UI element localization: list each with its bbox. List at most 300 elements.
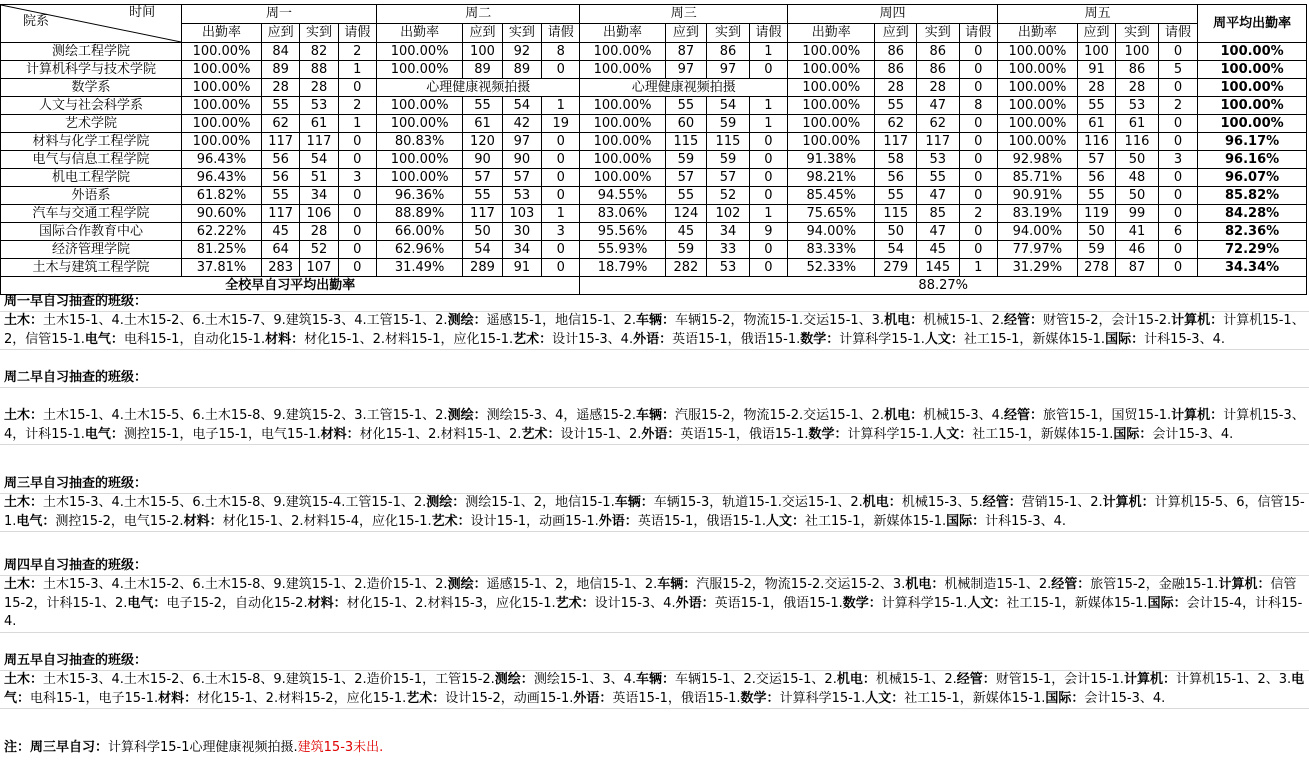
attendance-rate: 100.00% <box>997 79 1077 97</box>
expected-count: 90 <box>463 151 502 169</box>
present-count: 34 <box>707 223 750 241</box>
expected-count: 91 <box>1077 61 1115 79</box>
class-list: 车辆15-1、2.交运15-1、2. <box>675 672 837 687</box>
present-count: 86 <box>917 43 960 61</box>
college-label: 人文： <box>765 513 805 529</box>
table-row <box>1 43 1307 61</box>
leave-count: 0 <box>959 169 997 187</box>
class-list: 设计15-3、4. <box>552 331 634 347</box>
expected-count: 278 <box>1077 259 1115 277</box>
class-list: 机械制造15-1、2. <box>944 577 1052 592</box>
attendance-rate: 37.81% <box>182 259 262 277</box>
present-count: 50 <box>1116 187 1159 205</box>
subheader-1-2: 应到 <box>261 24 299 43</box>
class-list: 测绘15-1、3、4. <box>533 672 636 687</box>
present-count: 116 <box>1116 133 1159 151</box>
attendance-rate: 77.97% <box>997 241 1077 259</box>
college-label: 土木： <box>4 313 44 328</box>
college-label: 测绘： <box>426 495 466 510</box>
section-day-3 <box>0 474 1309 532</box>
class-list: 旅管15-2，金融15-1. <box>1090 577 1219 592</box>
day-header-5: 周五 <box>997 5 1197 24</box>
leave-count: 1 <box>749 43 787 61</box>
college-label: 国际： <box>1147 595 1187 611</box>
attendance-rate: 100.00% <box>997 115 1077 133</box>
expected-count: 282 <box>665 259 707 277</box>
present-count: 33 <box>707 241 750 259</box>
subheader-5-4: 请假 <box>1158 24 1197 43</box>
leave-count: 0 <box>338 133 376 151</box>
subheader-3-1: 出勤率 <box>580 24 665 43</box>
attendance-rate: 18.79% <box>580 259 665 277</box>
attendance-rate: 100.00% <box>580 61 665 79</box>
college-label: 机电： <box>862 495 902 510</box>
present-count: 90 <box>502 151 541 169</box>
expected-count: 56 <box>1077 169 1115 187</box>
college-label: 测绘： <box>447 408 487 423</box>
subheader-2-3: 实到 <box>502 24 541 43</box>
class-list: 材化15-1、2.材料15-4，应化15-1. <box>222 513 432 529</box>
expected-count: 56 <box>261 151 299 169</box>
leave-count: 1 <box>959 259 997 277</box>
college-label: 计算机： <box>1218 577 1271 592</box>
present-count: 117 <box>917 133 960 151</box>
college-label: 测绘： <box>447 577 487 592</box>
attendance-rate: 100.00% <box>580 169 665 187</box>
expected-count: 55 <box>1077 187 1115 205</box>
attendance-rate: 100.00% <box>580 43 665 61</box>
expected-count: 55 <box>875 97 917 115</box>
class-list: 英语15-1，俄语15-1. <box>612 690 741 706</box>
leave-count: 0 <box>338 241 376 259</box>
leave-count: 9 <box>749 223 787 241</box>
table-row <box>1 151 1307 169</box>
leave-count: 0 <box>1158 133 1197 151</box>
present-count: 115 <box>707 133 750 151</box>
leave-count: 0 <box>1158 205 1197 223</box>
present-count: 53 <box>917 151 960 169</box>
present-count: 55 <box>917 169 960 187</box>
college-label: 艺术： <box>521 426 561 442</box>
expected-count: 58 <box>875 151 917 169</box>
present-count: 28 <box>300 79 338 97</box>
expected-count: 64 <box>261 241 299 259</box>
department-name: 计算机科学与技术学院 <box>1 61 182 79</box>
class-list: 计算机15-5、6，信管15-1. <box>4 495 1305 529</box>
class-list: 计算机15-3、4，计科15-1. <box>4 408 1305 442</box>
class-list: 营销15-1、2. <box>1021 495 1103 510</box>
expected-count: 89 <box>463 61 502 79</box>
expected-count: 117 <box>463 205 502 223</box>
leave-count: 0 <box>1158 169 1197 187</box>
present-count: 145 <box>917 259 960 277</box>
leave-count: 0 <box>749 259 787 277</box>
attendance-rate: 85.71% <box>997 169 1077 187</box>
table-row <box>1 187 1307 205</box>
leave-count: 0 <box>338 79 376 97</box>
department-name: 机电工程学院 <box>1 169 182 187</box>
expected-count: 28 <box>1077 79 1115 97</box>
expected-count: 87 <box>665 43 707 61</box>
attendance-rate: 100.00% <box>182 43 262 61</box>
table-row <box>1 79 1307 97</box>
attendance-rate: 100.00% <box>580 133 665 151</box>
expected-count: 50 <box>1077 223 1115 241</box>
expected-count: 60 <box>665 115 707 133</box>
leave-count: 2 <box>1158 97 1197 115</box>
school-average-value: 88.27% <box>580 277 1307 295</box>
attendance-rate: 100.00% <box>580 151 665 169</box>
expected-count: 279 <box>875 259 917 277</box>
leave-count: 6 <box>1158 223 1197 241</box>
expected-count: 59 <box>665 151 707 169</box>
leave-count: 0 <box>1158 43 1197 61</box>
class-list: 材化15-1、2.材料15-1，应化15-1. <box>304 331 514 347</box>
leave-count: 2 <box>338 97 376 115</box>
expected-count: 117 <box>261 205 299 223</box>
class-list: 机械15-1、2. <box>875 672 957 687</box>
section-title: 周二早自习抽查的班级： <box>0 368 1309 388</box>
expected-count: 59 <box>665 241 707 259</box>
subheader-2-4: 请假 <box>542 24 580 43</box>
expected-count: 61 <box>1077 115 1115 133</box>
weekly-average: 85.82% <box>1198 187 1307 205</box>
attendance-rate: 100.00% <box>182 61 262 79</box>
college-label: 国际： <box>1113 426 1153 442</box>
class-list: 材化15-1、2.材料15-2，应化15-1. <box>197 690 407 706</box>
present-count: 57 <box>502 169 541 187</box>
attendance-table <box>0 4 1307 295</box>
college-label: 材料： <box>158 690 198 706</box>
class-list: 计算机15-1、2、3. <box>1175 672 1292 687</box>
present-count: 53 <box>707 259 750 277</box>
class-list: 电科15-1，自动化15-1. <box>123 331 266 347</box>
expected-count: 56 <box>875 169 917 187</box>
college-label: 机电： <box>836 672 876 687</box>
department-name: 土木与建筑工程学院 <box>1 259 182 277</box>
college-label: 土木： <box>4 495 44 510</box>
leave-count: 0 <box>749 61 787 79</box>
expected-count: 55 <box>665 97 707 115</box>
section-title: 周五早自习抽查的班级： <box>0 651 1309 671</box>
leave-count: 0 <box>959 151 997 169</box>
leave-count: 1 <box>338 61 376 79</box>
section-title: 周四早自习抽查的班级： <box>0 556 1309 576</box>
college-label: 经管： <box>982 495 1022 510</box>
department-name: 材料与化学工程学院 <box>1 133 182 151</box>
subheader-3-3: 实到 <box>707 24 750 43</box>
leave-count: 8 <box>959 97 997 115</box>
present-count: 50 <box>1116 151 1159 169</box>
college-label: 人文： <box>865 690 905 706</box>
leave-count: 0 <box>959 43 997 61</box>
college-label: 土木： <box>4 672 44 687</box>
expected-count: 57 <box>665 169 707 187</box>
class-list: 计算机15-1、2，信管15-1. <box>4 313 1305 347</box>
department-name: 经济管理学院 <box>1 241 182 259</box>
class-list: 会计15-3、4. <box>1152 426 1234 442</box>
leave-count: 0 <box>749 151 787 169</box>
college-label: 土木： <box>4 577 44 592</box>
college-label: 艺术： <box>513 331 553 347</box>
present-count: 86 <box>707 43 750 61</box>
present-count: 53 <box>502 187 541 205</box>
expected-count: 117 <box>261 133 299 151</box>
attendance-rate: 100.00% <box>788 79 875 97</box>
note-text: 计算科学15-1心理健康视频拍摄. <box>108 740 298 755</box>
weekly-average: 34.34% <box>1198 259 1307 277</box>
present-count: 97 <box>707 61 750 79</box>
weekly-average: 100.00% <box>1198 97 1307 115</box>
leave-count: 0 <box>959 187 997 205</box>
leave-count: 0 <box>959 61 997 79</box>
attendance-rate: 100.00% <box>377 169 463 187</box>
college-label: 外语： <box>573 690 613 706</box>
subheader-4-3: 实到 <box>917 24 960 43</box>
attendance-rate: 31.49% <box>377 259 463 277</box>
expected-count: 28 <box>261 79 299 97</box>
college-label: 测绘： <box>494 672 534 687</box>
section-body <box>0 494 1309 532</box>
attendance-rate: 95.56% <box>580 223 665 241</box>
class-list: 社工15-1，新媒体15-1. <box>972 426 1114 442</box>
college-label: 机电： <box>884 408 924 423</box>
college-label: 外语： <box>641 426 681 442</box>
expected-count: 84 <box>261 43 299 61</box>
college-label: 人文： <box>967 595 1007 611</box>
present-count: 54 <box>300 151 338 169</box>
college-label: 国际： <box>1045 690 1085 706</box>
attendance-rate: 100.00% <box>182 133 262 151</box>
present-count: 117 <box>300 133 338 151</box>
weekly-average: 100.00% <box>1198 79 1307 97</box>
class-list: 信管15-2，计科15-1、2. <box>4 577 1297 611</box>
leave-count: 0 <box>542 259 580 277</box>
expected-count: 100 <box>463 43 502 61</box>
leave-count: 0 <box>959 79 997 97</box>
present-count: 51 <box>300 169 338 187</box>
attendance-rate: 96.36% <box>377 187 463 205</box>
table-row <box>1 205 1307 223</box>
present-count: 28 <box>917 79 960 97</box>
class-list: 土木15-3、4.土木15-2、6.土木15-8、9.建筑15-1、2.造价15-1，工管15-2. <box>43 672 495 687</box>
class-list: 材化15-1、2.材料15-1、2. <box>359 426 522 442</box>
attendance-rate: 92.98% <box>997 151 1077 169</box>
college-label: 数学： <box>740 690 780 706</box>
college-label: 车辆： <box>614 495 654 510</box>
present-count: 86 <box>917 61 960 79</box>
expected-count: 55 <box>875 187 917 205</box>
table-row <box>1 169 1307 187</box>
expected-count: 283 <box>261 259 299 277</box>
class-list: 社工15-1，新媒体15-1. <box>804 513 947 529</box>
weekly-average: 100.00% <box>1198 43 1307 61</box>
expected-count: 86 <box>875 43 917 61</box>
college-label: 材料： <box>307 595 347 611</box>
attendance-rate: 100.00% <box>377 97 463 115</box>
leave-count: 8 <box>542 43 580 61</box>
attendance-rate: 85.45% <box>788 187 875 205</box>
present-count: 54 <box>502 97 541 115</box>
subheader-1-1: 出勤率 <box>182 24 262 43</box>
attendance-rate: 100.00% <box>580 97 665 115</box>
college-label: 经管： <box>1004 313 1044 328</box>
present-count: 62 <box>917 115 960 133</box>
college-label: 计算机： <box>1102 495 1155 510</box>
present-count: 92 <box>502 43 541 61</box>
expected-count: 55 <box>463 187 502 205</box>
attendance-rate: 61.82% <box>182 187 262 205</box>
present-count: 59 <box>707 151 750 169</box>
present-count: 86 <box>1116 61 1159 79</box>
class-list: 电科15-1，电子15-1. <box>30 690 159 706</box>
present-count: 106 <box>300 205 338 223</box>
leave-count: 0 <box>338 223 376 241</box>
attendance-rate: 100.00% <box>182 79 262 97</box>
subheader-1-3: 实到 <box>300 24 338 43</box>
leave-count: 0 <box>542 169 580 187</box>
attendance-rate: 75.65% <box>788 205 875 223</box>
attendance-rate: 100.00% <box>997 133 1077 151</box>
leave-count: 1 <box>542 97 580 115</box>
attendance-rate: 66.00% <box>377 223 463 241</box>
leave-count: 0 <box>338 151 376 169</box>
present-count: 42 <box>502 115 541 133</box>
class-list: 计算科学15-1. <box>881 595 968 611</box>
present-count: 48 <box>1116 169 1159 187</box>
leave-count: 5 <box>1158 61 1197 79</box>
college-label: 车辆： <box>636 408 676 423</box>
class-list: 材化15-1、2.材料15-3，应化15-1. <box>346 595 556 611</box>
class-list: 测控15-2，电气15-2. <box>55 513 184 529</box>
merged-note-cell: 心理健康视频拍摄 <box>580 79 788 97</box>
present-count: 53 <box>1116 97 1159 115</box>
expected-count: 28 <box>875 79 917 97</box>
present-count: 91 <box>502 259 541 277</box>
day-header-3: 周三 <box>580 5 788 24</box>
present-count: 45 <box>917 241 960 259</box>
class-list: 汽服15-2，物流15-2.交运15-1、2. <box>675 408 885 423</box>
college-label: 数学： <box>842 595 882 611</box>
class-list: 设计15-3、4. <box>594 595 676 611</box>
college-label: 外语： <box>633 331 673 347</box>
college-label: 测绘： <box>447 313 487 328</box>
table-row <box>1 223 1307 241</box>
attendance-rate: 96.43% <box>182 151 262 169</box>
attendance-rate: 100.00% <box>377 61 463 79</box>
leave-count: 1 <box>749 115 787 133</box>
leave-count: 0 <box>542 241 580 259</box>
class-list: 机械15-3、5. <box>901 495 983 510</box>
attendance-rate: 90.60% <box>182 205 262 223</box>
attendance-rate: 62.96% <box>377 241 463 259</box>
leave-count: 19 <box>542 115 580 133</box>
section-day-4 <box>0 556 1309 633</box>
expected-count: 124 <box>665 205 707 223</box>
subheader-4-2: 应到 <box>875 24 917 43</box>
expected-count: 117 <box>875 133 917 151</box>
expected-count: 119 <box>1077 205 1115 223</box>
attendance-rate: 88.89% <box>377 205 463 223</box>
college-label: 外语： <box>598 513 638 529</box>
class-list: 遥感15-1，地信15-1、2. <box>486 313 636 328</box>
leave-count: 1 <box>338 115 376 133</box>
department-name: 国际合作教育中心 <box>1 223 182 241</box>
college-label: 车辆： <box>636 672 676 687</box>
present-count: 54 <box>707 97 750 115</box>
class-list: 计算科学15-1. <box>839 331 925 347</box>
college-label: 机电： <box>905 577 945 592</box>
college-label: 土木： <box>4 408 44 423</box>
class-list: 车辆15-3，轨道15-1.交运15-1、2. <box>653 495 863 510</box>
class-list: 计算科学15-1. <box>847 426 934 442</box>
present-count: 85 <box>917 205 960 223</box>
college-label: 材料： <box>320 426 360 442</box>
class-list: 土木15-3、4.土木15-5、6.土木15-8、9.建筑15-4.工管15-1、2. <box>43 495 427 510</box>
expected-count: 57 <box>463 169 502 187</box>
college-label: 计算机： <box>1123 672 1176 687</box>
header-corner-cell <box>1 5 182 43</box>
department-name: 电气与信息工程学院 <box>1 151 182 169</box>
attendance-rate: 100.00% <box>377 43 463 61</box>
college-label: 计算机： <box>1171 408 1224 423</box>
subheader-2-1: 出勤率 <box>377 24 463 43</box>
attendance-rate: 83.19% <box>997 205 1077 223</box>
college-label: 电气： <box>84 426 124 442</box>
corner-label-time: 时间 <box>129 5 156 20</box>
college-label: 数学： <box>800 331 840 347</box>
leave-count: 0 <box>959 241 997 259</box>
attendance-rate: 83.33% <box>788 241 875 259</box>
present-count: 103 <box>502 205 541 223</box>
college-label: 人文： <box>933 426 973 442</box>
expected-count: 62 <box>875 115 917 133</box>
present-count: 61 <box>1116 115 1159 133</box>
class-list: 测控15-1，电子15-1，电气15-1. <box>123 426 321 442</box>
present-count: 57 <box>707 169 750 187</box>
expected-count: 62 <box>261 115 299 133</box>
present-count: 102 <box>707 205 750 223</box>
table-row <box>1 133 1307 151</box>
expected-count: 45 <box>261 223 299 241</box>
leave-count: 0 <box>338 187 376 205</box>
college-label: 国际： <box>946 513 986 529</box>
present-count: 82 <box>300 43 338 61</box>
expected-count: 115 <box>875 205 917 223</box>
attendance-rate: 98.21% <box>788 169 875 187</box>
leave-count: 1 <box>542 205 580 223</box>
department-name: 测绘工程学院 <box>1 43 182 61</box>
college-label: 外语： <box>675 595 715 611</box>
leave-count: 0 <box>749 187 787 205</box>
school-average-label: 全校早自习平均出勤率 <box>1 277 580 295</box>
section-title: 周三早自习抽查的班级： <box>0 474 1309 494</box>
attendance-rate: 52.33% <box>788 259 875 277</box>
attendance-rate: 100.00% <box>788 97 875 115</box>
weekly-average: 72.29% <box>1198 241 1307 259</box>
table-row <box>1 241 1307 259</box>
subheader-4-4: 请假 <box>959 24 997 43</box>
table-row <box>1 61 1307 79</box>
college-label: 电气： <box>16 513 56 529</box>
attendance-rate: 90.91% <box>997 187 1077 205</box>
class-list: 会计15-3、4. <box>1084 690 1166 706</box>
weekly-average: 82.36% <box>1198 223 1307 241</box>
section-day-2 <box>0 368 1309 445</box>
table-row <box>1 97 1307 115</box>
class-list: 计科15-3、4. <box>1144 331 1225 347</box>
class-list: 设计15-2，动画15-1. <box>445 690 574 706</box>
